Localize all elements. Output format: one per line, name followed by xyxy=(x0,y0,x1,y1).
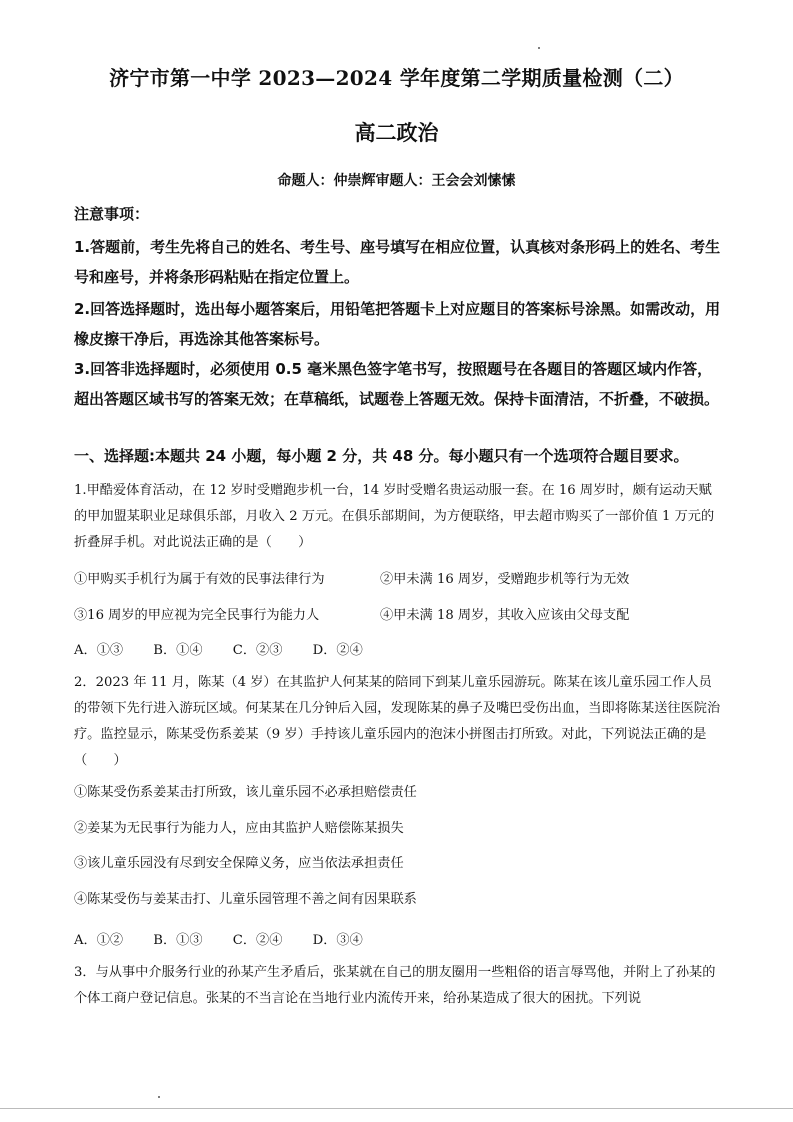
question-1-answer-b: B．①④ xyxy=(153,643,203,658)
question-2-option-4: ④陈某受伤与姜某击打、儿童乐园管理不善之间有因果联系 xyxy=(74,892,417,907)
question-1-option-2: ②甲未满 16 周岁，受赠跑步机等行为无效 xyxy=(380,572,630,587)
question-1-answers xyxy=(74,639,389,658)
question-1-stem: 1.甲酷爱体育活动，在 12 岁时受赠跑步机一台，14 岁时受赠名贵运动服一套。在 16 周岁时，颇有运动天赋的甲加盟某职业足球俱乐部，月收入 2 万元。在俱乐部期间，为方便联络，甲去超市购买了一部价值 1 万元的折叠屏手机。对此说法正确的是（ ） xyxy=(74,483,715,550)
question-2-option-2: ②姜某为无民事行为能力人，应由其监护人赔偿陈某损失 xyxy=(74,821,404,836)
section-heading: 一、选择题:本题共 24 小题，每小题 2 分，共 48 分。每小题只有一个选项符合题目要求。 xyxy=(74,447,689,465)
question-2-option-3: ③该儿童乐园没有尽到安全保障义务，应当依法承担责任 xyxy=(74,856,404,871)
scan-dot xyxy=(538,47,540,49)
question-2-answer-b: B．①③ xyxy=(153,933,203,948)
question-2-answers xyxy=(74,929,389,948)
page-bottom-rule xyxy=(0,1108,793,1109)
question-1-option-1: ①甲购买手机行为属于有效的民事法律行为 xyxy=(74,572,325,587)
notice-heading: 注意事项： xyxy=(74,205,150,223)
exam-subject: 高二政治 xyxy=(354,120,439,145)
question-3-stem: 3．与从事中介服务行业的孙某产生矛盾后，张某就在自己的朋友圈用一些粗俗的语言辱骂他，并附上了孙某的个体工商户登记信息。张某的不当言论在当地行业内流传开来，给孙某造成了很大的困扰。下列说 xyxy=(74,965,716,1006)
question-1-answer-c: C．②③ xyxy=(232,643,283,658)
question-1-option-4: ④甲未满 18 周岁，其收入应该由父母支配 xyxy=(380,608,630,623)
scan-dot xyxy=(158,1096,160,1098)
question-2-answer-a: A．①② xyxy=(74,933,124,948)
question-2-answer-d: D．③④ xyxy=(312,933,363,948)
exam-title: 济宁市第一中学 2023—2024 学年度第二学期质量检测（二） xyxy=(109,66,684,90)
question-1-option-3: ③16 周岁的甲应视为完全民事行为能力人 xyxy=(74,608,320,623)
exam-authors: 命题人：仲崇辉审题人：王会会刘愫愫 xyxy=(277,173,516,189)
question-1-answer-a: A．①③ xyxy=(74,643,124,658)
question-2-option-1: ①陈某受伤系姜某击打所致，该儿童乐园不必承担赔偿责任 xyxy=(74,785,417,800)
question-2-answer-c: C．②④ xyxy=(232,933,283,948)
question-2-stem: 2．2023 年 11 月，陈某（4 岁）在其监护人何某某的陪同下到某儿童乐园游玩。陈某在该儿童乐园工作人员的带领下先行进入游玩区域。何某某在几分钟后入园，发现陈某的鼻子及嘴巴受伤出血，当即将陈某送往医院治疗。监控显示，陈某受伤系姜某（9 岁）手持该儿童乐园内的泡沫小拼图击打所致。对此，下列说法正确的是（ ） xyxy=(74,675,721,768)
notice-item-1: 1.答题前，考生先将自己的姓名、考生号、座号填写在相应位置，认真核对条形码上的姓名、考生号和座号，并将条形码粘贴在指定位置上。 xyxy=(74,238,721,286)
question-1-answer-d: D．②④ xyxy=(312,643,363,658)
notice-item-2: 2.回答选择题时，选出每小题答案后，用铅笔把答题卡上对应题目的答案标号涂黑。如需改动，用橡皮擦干净后，再选涂其他答案标号。 xyxy=(74,300,721,348)
notice-item-3: 3.回答非选择题时，必须使用 0.5 毫米黑色签字笔书写，按照题号在各题目的答题区域内作答，超出答题区域书写的答案无效；在草稿纸，试题卷上答题无效。保持卡面清洁，不折叠，不破损。 xyxy=(74,360,720,408)
